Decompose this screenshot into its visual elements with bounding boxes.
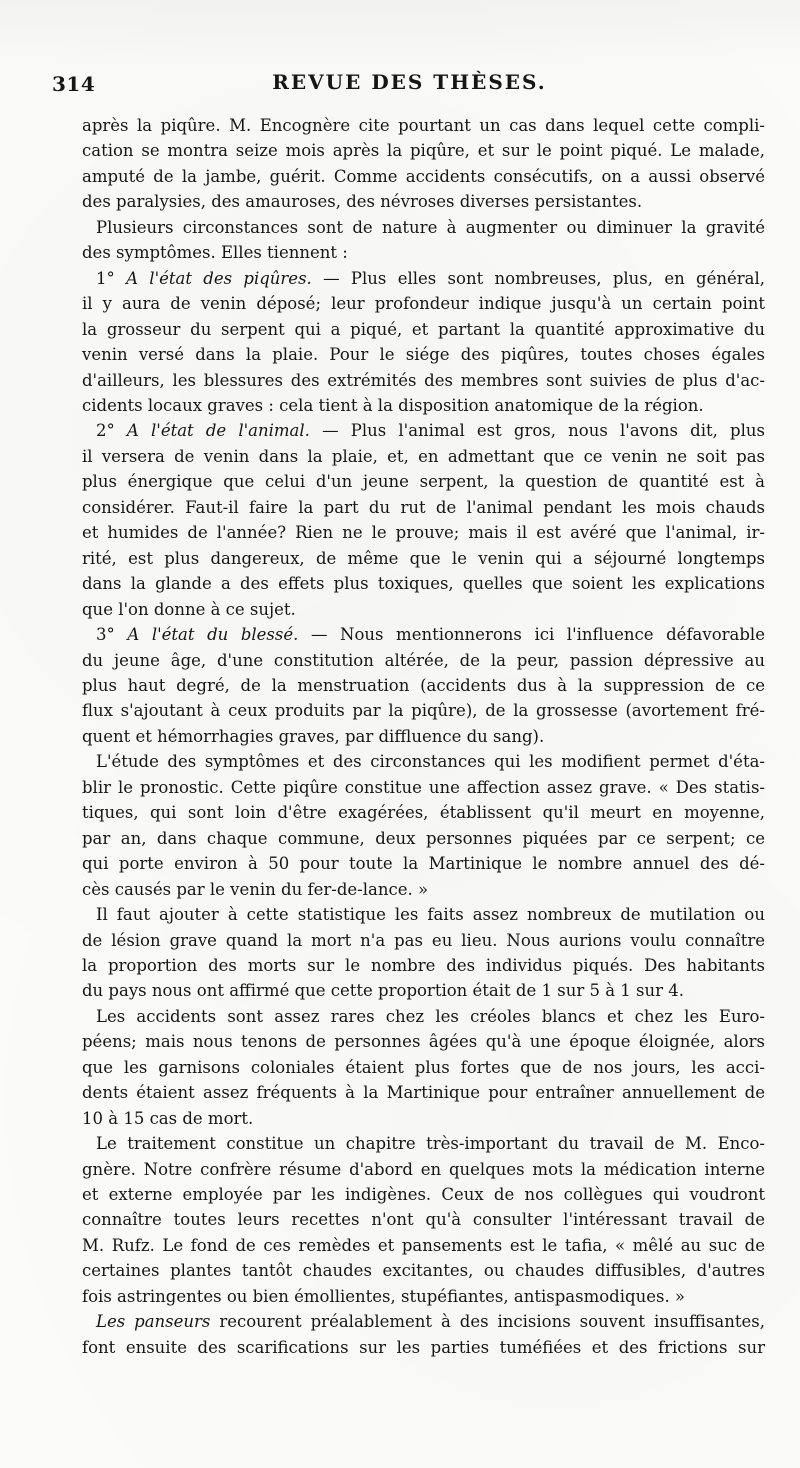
text-line-16: considérer. Faut-il faire la part du rut de l'animal pendant les mois chauds — [82, 497, 765, 517]
text-line-30: qui porte environ à 50 pour toute la Martinique le nombre annuel des dé- — [82, 854, 765, 874]
panseurs-term: Les panseurs — [96, 1312, 211, 1332]
item-title-3: A l'état du blessé. — [127, 625, 299, 645]
text-line-4: des paralysies, des amauroses, des névroses diverses persistantes. — [82, 192, 643, 212]
page-number: 314 — [52, 72, 96, 96]
item-title-1: A l'état des piqûres. — [126, 268, 312, 288]
text-line-49: font ensuite des scarifications sur les parties tuméfiées et des frictions sur — [82, 1337, 765, 1357]
text-line-29: par an, dans chaque commune, deux personnes piquées par ce serpent; ce — [82, 828, 765, 848]
text-line-26: L'étude des symptômes et des circonstances qui les modifient permet d'éta- — [96, 752, 765, 772]
text-line-18: rité, est plus dangereux, de même que le venin qui a séjourné longtemps — [82, 548, 765, 568]
text-line-19: dans la glande a des effets plus toxiques, quelles que soient les explications — [82, 574, 765, 594]
text-line-35: du pays nous ont affirmé que cette proportion était de 1 sur 5 à 1 sur 4. — [82, 981, 685, 1001]
text-line-28: tiques, qui sont loin d'être exagérées, établissent qu'il meurt en moyenne, — [82, 803, 765, 823]
text-line-41: Le traitement constitue un chapitre très-important du travail de M. Enco- — [96, 1134, 765, 1154]
item-label-1: 1° — [96, 268, 127, 288]
text-line-24: flux s'ajoutant à ceux produits par la piqûre), de la grossesse (avortement fré- — [82, 701, 765, 721]
text-line-27: blir le pronostic. Cette piqûre constitue une affection assez grave. « Des statis- — [82, 777, 765, 797]
text-line-2: cation se montra seize mois après la piqûre, et sur le point piqué. Le malade, — [82, 141, 765, 161]
text-line-11: d'ailleurs, les blessures des extrémités des membres sont suivies de plus d'ac- — [82, 370, 765, 390]
text-line-8: il y aura de venin déposé; leur profondeur indique jusqu'à un certain point — [82, 294, 765, 314]
text-line-45: M. Rufz. Le fond de ces remèdes et pansements est le tafia, « mêlé au suc de — [82, 1235, 765, 1255]
body-text — [82, 113, 765, 1360]
text-line-23: plus haut degré, de la menstruation (accidents dus à la suppression de ce — [82, 675, 765, 695]
text-line-22: du jeune âge, d'une constitution altérée, de la peur, passion dépressive au — [82, 650, 765, 670]
text-line-9: la grosseur du serpent qui a piqué, et partant la quantité approximative du — [82, 319, 765, 339]
item-title-2: A l'état de l'animal. — [126, 421, 310, 441]
text-line-10: venin versé dans la plaie. Pour le siége des piqûres, toutes choses égales — [82, 345, 765, 365]
text-line-34: la proportion des morts sur le nombre des individus piqués. Des habitants — [82, 955, 765, 975]
text-line-6: des symptômes. Elles tiennent : — [82, 243, 348, 263]
text-line-36: Les accidents sont assez rares chez les créoles blancs et chez les Euro- — [96, 1006, 765, 1026]
text-line-40: 10 à 15 cas de mort. — [82, 1108, 254, 1128]
text-line-3: amputé de la jambe, guérit. Comme accidents consécutifs, on a aussi observé — [82, 166, 765, 186]
text-line-12: cidents locaux graves : cela tient à la disposition anatomique de la région. — [82, 395, 704, 415]
running-title: REVUE DES THÈSES. — [272, 70, 547, 94]
text-line-25: quent et hémorrhagies graves, par diffluence du sang). — [82, 726, 545, 746]
item-label-3: 3° — [96, 625, 128, 645]
text-line-1: après la piqûre. M. Encognère cite pourtant un cas dans lequel cette compli- — [82, 116, 765, 135]
text-line-15: plus énergique que celui d'un jeune serpent, la question de quantité est à — [82, 472, 765, 492]
text-line-20: que l'on donne à ce sujet. — [82, 599, 296, 619]
text-line-38: que les garnisons coloniales étaient plus fortes que de nos jours, les acci- — [82, 1057, 765, 1077]
text-line-31: cès causés par le venin du fer-de-lance. » — [82, 879, 429, 899]
top-bleed-through — [0, 0, 800, 70]
text-line-21: 3° A l'état du blessé. — Nous mentionnerons ici l'influence défavorable — [96, 625, 765, 645]
text-line-7: 1° A l'état des piqûres. — Plus elles sont nombreuses, plus, en général, — [96, 268, 765, 288]
text-line-32: Il faut ajouter à cette statistique les faits assez nombreux de mutilation ou — [96, 905, 765, 925]
text-line-43: et externe employée par les indigènes. Ceux de nos collègues qui voudront — [82, 1185, 765, 1205]
text-line-42: gnère. Notre confrère résume d'abord en quelques mots la médication interne — [82, 1159, 765, 1179]
text-line-46: certaines plantes tantôt chaudes excitantes, ou chaudes diffusibles, d'autres — [82, 1261, 765, 1281]
text-line-39: dents étaient assez fréquents à la Martinique pour entraîner annuellement de — [82, 1083, 765, 1103]
text-line-13: 2° A l'état de l'animal. — Plus l'animal est gros, nous l'avons dit, plus — [96, 421, 765, 441]
page-header — [52, 70, 767, 100]
text-line-47: fois astringentes ou bien émollientes, stupéfiantes, antispasmodiques. » — [82, 1286, 686, 1306]
text-line-33: de lésion grave quand la mort n'a pas eu lieu. Nous aurions voulu connaître — [82, 930, 765, 950]
item-label-2: 2° — [96, 421, 127, 441]
text-line-48: Les panseurs recourent préalablement à des incisions souvent insuffisantes, — [96, 1312, 765, 1332]
text-line-44: connaître toutes leurs recettes n'ont qu'à consulter l'intéressant travail de — [82, 1210, 765, 1230]
text-line-5: Plusieurs circonstances sont de nature à augmenter ou diminuer la gravité — [96, 217, 765, 237]
text-line-14: il versera de venin dans la plaie, et, en admettant que ce venin ne soit pas — [82, 446, 765, 466]
text-line-37: péens; mais nous tenons de personnes âgées qu'à une époque éloignée, alors — [82, 1032, 765, 1052]
text-line-17: et humides de l'année? Rien ne le prouve; mais il est avéré que l'animal, ir- — [82, 523, 765, 543]
